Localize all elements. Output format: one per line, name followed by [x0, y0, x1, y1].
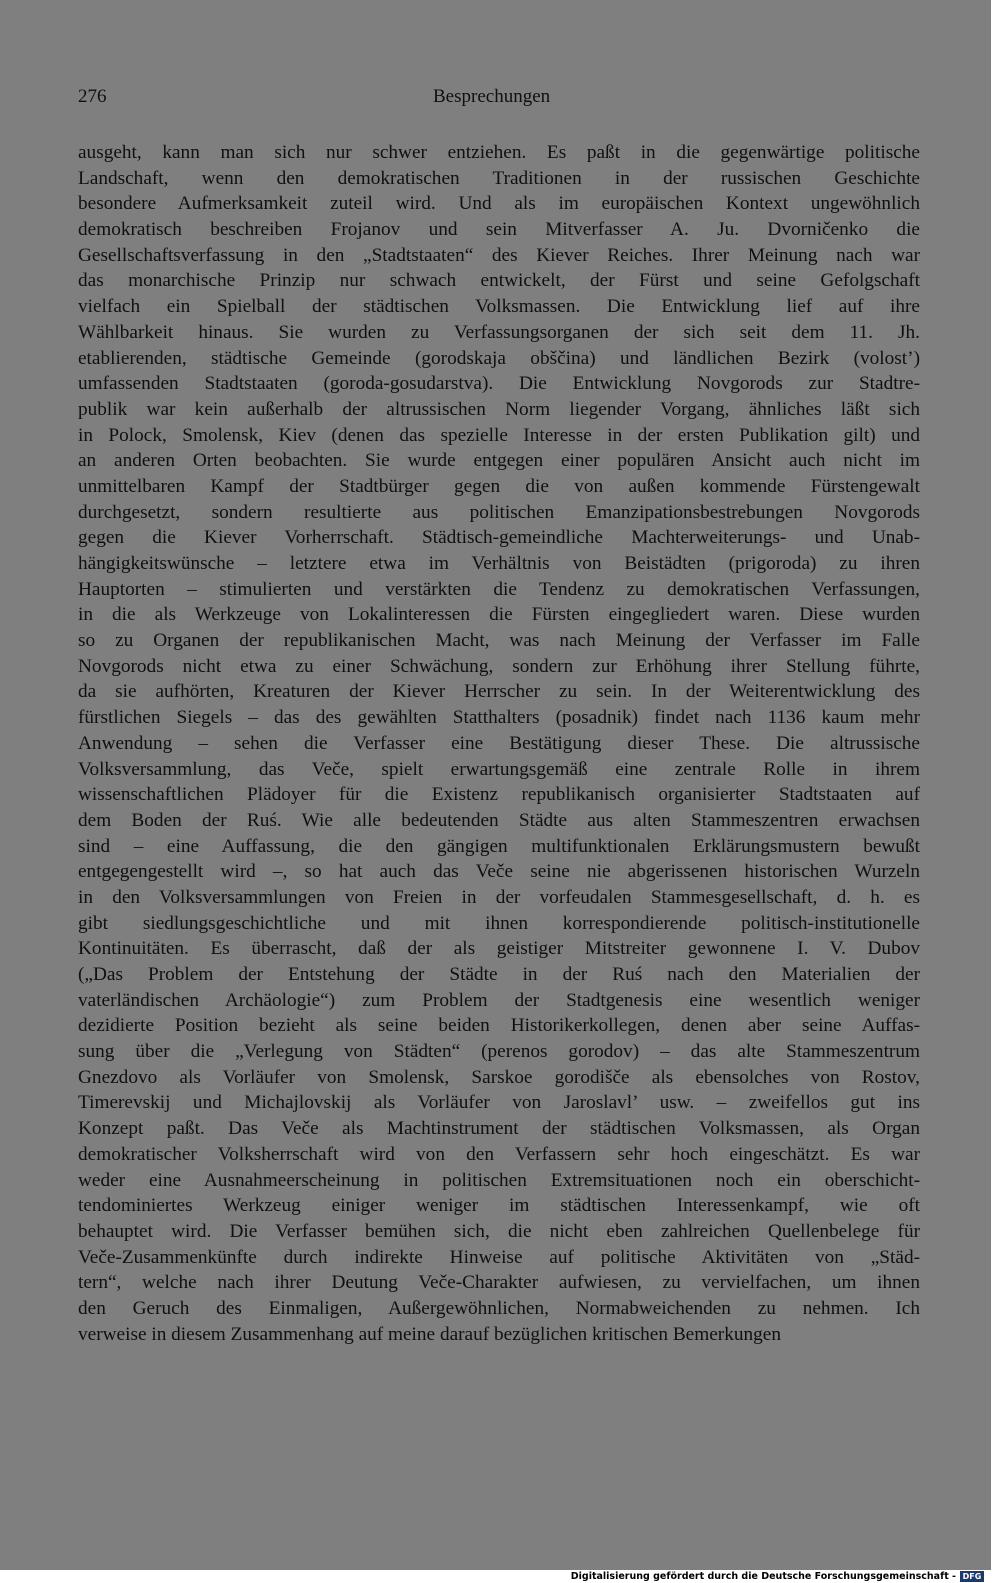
- text-line: weder eine Ausnahmeerscheinung in politischen Extremsituationen noch ein oberschicht-: [78, 1169, 920, 1191]
- text-line: demokratischer Volksherrschaft wird von den Verfassern sehr hoch eingeschätzt. Es war: [78, 1143, 920, 1165]
- text-line: in den Volksversammlungen von Freien in der vorfeudalen Stammesgesellschaft, d. h. es: [78, 886, 920, 908]
- text-line: vaterländischen Archäologie“) zum Problem der Stadtgenesis eine wesentlich weniger: [78, 989, 920, 1011]
- text-line: sung über die „Verlegung von Städten“ (perenos gorodov) – das alte Stammeszentrum: [78, 1041, 920, 1063]
- text-line: gegen die Kiever Vorherrschaft. Städtisch-gemeindliche Machterweiterungs- und Unab-: [78, 527, 920, 549]
- text-line: vielfach ein Spielball der städtischen Volksmassen. Die Entwicklung lief auf ihre: [78, 296, 920, 318]
- text-line: Gesellschaftsverfassung in den „Stadtstaaten“ des Kiever Reiches. Ihrer Meinung nach war: [78, 244, 920, 266]
- text-line: Gnezdovo als Vorläufer von Smolensk, Sarskoe gorodišče als ebensolches von Rostov,: [78, 1066, 920, 1088]
- text-line: an anderen Orten beobachten. Sie wurde entgegen einer populären Ansicht auch nicht im: [78, 450, 920, 472]
- text-line: entgegengestellt wird –, so hat auch das Veče seine nie abgerissenen historischen Wurzeln: [78, 861, 920, 883]
- text-line: Veče-Zusammenkünfte durch indirekte Hinweise auf politische Aktivitäten von „Städ-: [78, 1246, 920, 1268]
- text-line: ausgeht, kann man sich nur schwer entziehen. Es paßt in die gegenwärtige politische: [78, 142, 920, 163]
- text-line: den Geruch des Einmaligen, Außergewöhnlichen, Normabweichenden zu nehmen. Ich: [78, 1297, 920, 1319]
- text-line: wissenschaftlichen Plädoyer für die Existenz republikanisch organisierter Stadtstaaten auf: [78, 784, 920, 806]
- text-line: da sie aufhörten, Kreaturen der Kiever Herrscher zu sein. In der Weiterentwicklung des: [78, 681, 920, 703]
- text-line: so zu Organen der republikanischen Macht, was nach Meinung der Verfasser im Falle: [78, 630, 920, 652]
- text-line: demokratisch beschreiben Frojanov und sein Mitverfasser A. Ju. Dvorničenko die: [78, 219, 920, 241]
- funding-note: Digitalisierung gefördert durch die Deutsche Forschungsgemeinschaft -: [570, 1571, 956, 1582]
- text-line: fürstlichen Siegels – das des gewählten Statthalters (posadnik) findet nach 1136 kaum mehr: [78, 707, 920, 729]
- text-line: Kontinuitäten. Es überrascht, daß der als geistiger Mitstreiter gewonnene I. V. Dubov: [78, 938, 920, 960]
- text-line: Anwendung – sehen die Verfasser eine Bestätigung dieser These. Die altrussische: [78, 732, 920, 754]
- text-line: Timerevskij und Michajlovskij als Vorläufer von Jaroslavl’ usw. – zweifellos gut ins: [78, 1092, 920, 1114]
- text-line: etablierenden, städtische Gemeinde (gorodskaja obščina) und ländlichen Bezirk (volost’): [78, 347, 920, 369]
- text-line: behauptet wird. Die Verfasser bemühen sich, die nicht eben zahlreichen Quellenbelege für: [78, 1220, 920, 1242]
- text-line: dem Boden der Ruś. Wie alle bedeutenden Städte aus alten Stammeszentren erwachsen: [78, 809, 920, 831]
- text-line: hängigkeitswünsche – letztere etwa im Verhältnis von Beistädten (prigoroda) zu ihren: [78, 553, 920, 574]
- text-line: durchgesetzt, sondern resultierte aus politischen Emanzipationsbestrebungen Novgorods: [78, 501, 920, 523]
- text-line: Wählbarkeit hinaus. Sie wurden zu Verfassungsorganen der sich seit dem 11. Jh.: [78, 321, 920, 343]
- text-line: besondere Aufmerksamkeit zuteil wird. Und als im europäischen Kontext ungewöhnlich: [78, 193, 920, 215]
- text-line: Hauptorten – stimulierten und verstärkten die Tendenz zu demokratischen Verfassungen,: [78, 578, 920, 600]
- section-title: Besprechungen: [433, 86, 551, 107]
- text-line: („Das Problem der Entstehung der Städte in der Ruś nach den Materialien der: [78, 964, 920, 985]
- text-line: in Polock, Smolensk, Kiev (denen das spezielle Interesse in der ersten Publikation gilt) und: [78, 424, 920, 446]
- footer-bar: [0, 1570, 1000, 1583]
- text-line: umfassenden Stadtstaaten (goroda-gosudarstva). Die Entwicklung Novgorods zur Stadtre-: [78, 373, 920, 395]
- text-line: sind – eine Auffassung, die den gängigen multifunktionalen Erklärungsmustern bewußt: [78, 835, 920, 857]
- text-line: das monarchische Prinzip nur schwach entwickelt, der Fürst und seine Gefolgschaft: [78, 270, 920, 292]
- body-text: [78, 140, 920, 1347]
- text-line: Konzept paßt. Das Veče als Machtinstrument der städtischen Volksmassen, als Organ: [78, 1118, 920, 1140]
- text-line: Volksversammlung, das Veče, spielt erwartungsgemäß eine zentrale Rolle in ihrem: [78, 758, 920, 780]
- text-line: tendominiertes Werkzeug einiger weniger im städtischen Interessenkampf, wie oft: [78, 1195, 920, 1217]
- text-line: in die als Werkzeuge von Lokalinteressen die Fürsten eingegliedert waren. Diese wurden: [78, 604, 920, 626]
- text-line: publik war kein außerhalb der altrussischen Norm liegender Vorgang, ähnliches läßt sich: [78, 398, 920, 420]
- text-line: verweise in diesem Zusammenhang auf meine darauf bezüglichen kritischen Bemerkungen: [78, 1323, 781, 1345]
- page-number: 276: [78, 86, 107, 107]
- text-line: dezidierte Position bezieht als seine beiden Historikerkollegen, denen aber seine Auffas-: [78, 1015, 920, 1037]
- text-line: tern“, welche nach ihrer Deutung Veče-Charakter aufwiesen, zu vervielfachen, um ihnen: [78, 1272, 920, 1294]
- dfg-logo-icon: DFG: [960, 1571, 984, 1582]
- text-line: Landschaft, wenn den demokratischen Traditionen in der russischen Geschichte: [78, 167, 920, 189]
- running-head: [78, 86, 918, 112]
- text-line: unmittelbaren Kampf der Stadtbürger gegen die von außen kommende Fürstengewalt: [78, 475, 920, 497]
- text-line: Novgorods nicht etwa zu einer Schwächung, sondern zur Erhöhung ihrer Stellung führte,: [78, 655, 920, 677]
- text-line: gibt siedlungsgeschichtliche und mit ihnen korrespondierende politisch-institutionelle: [78, 912, 920, 934]
